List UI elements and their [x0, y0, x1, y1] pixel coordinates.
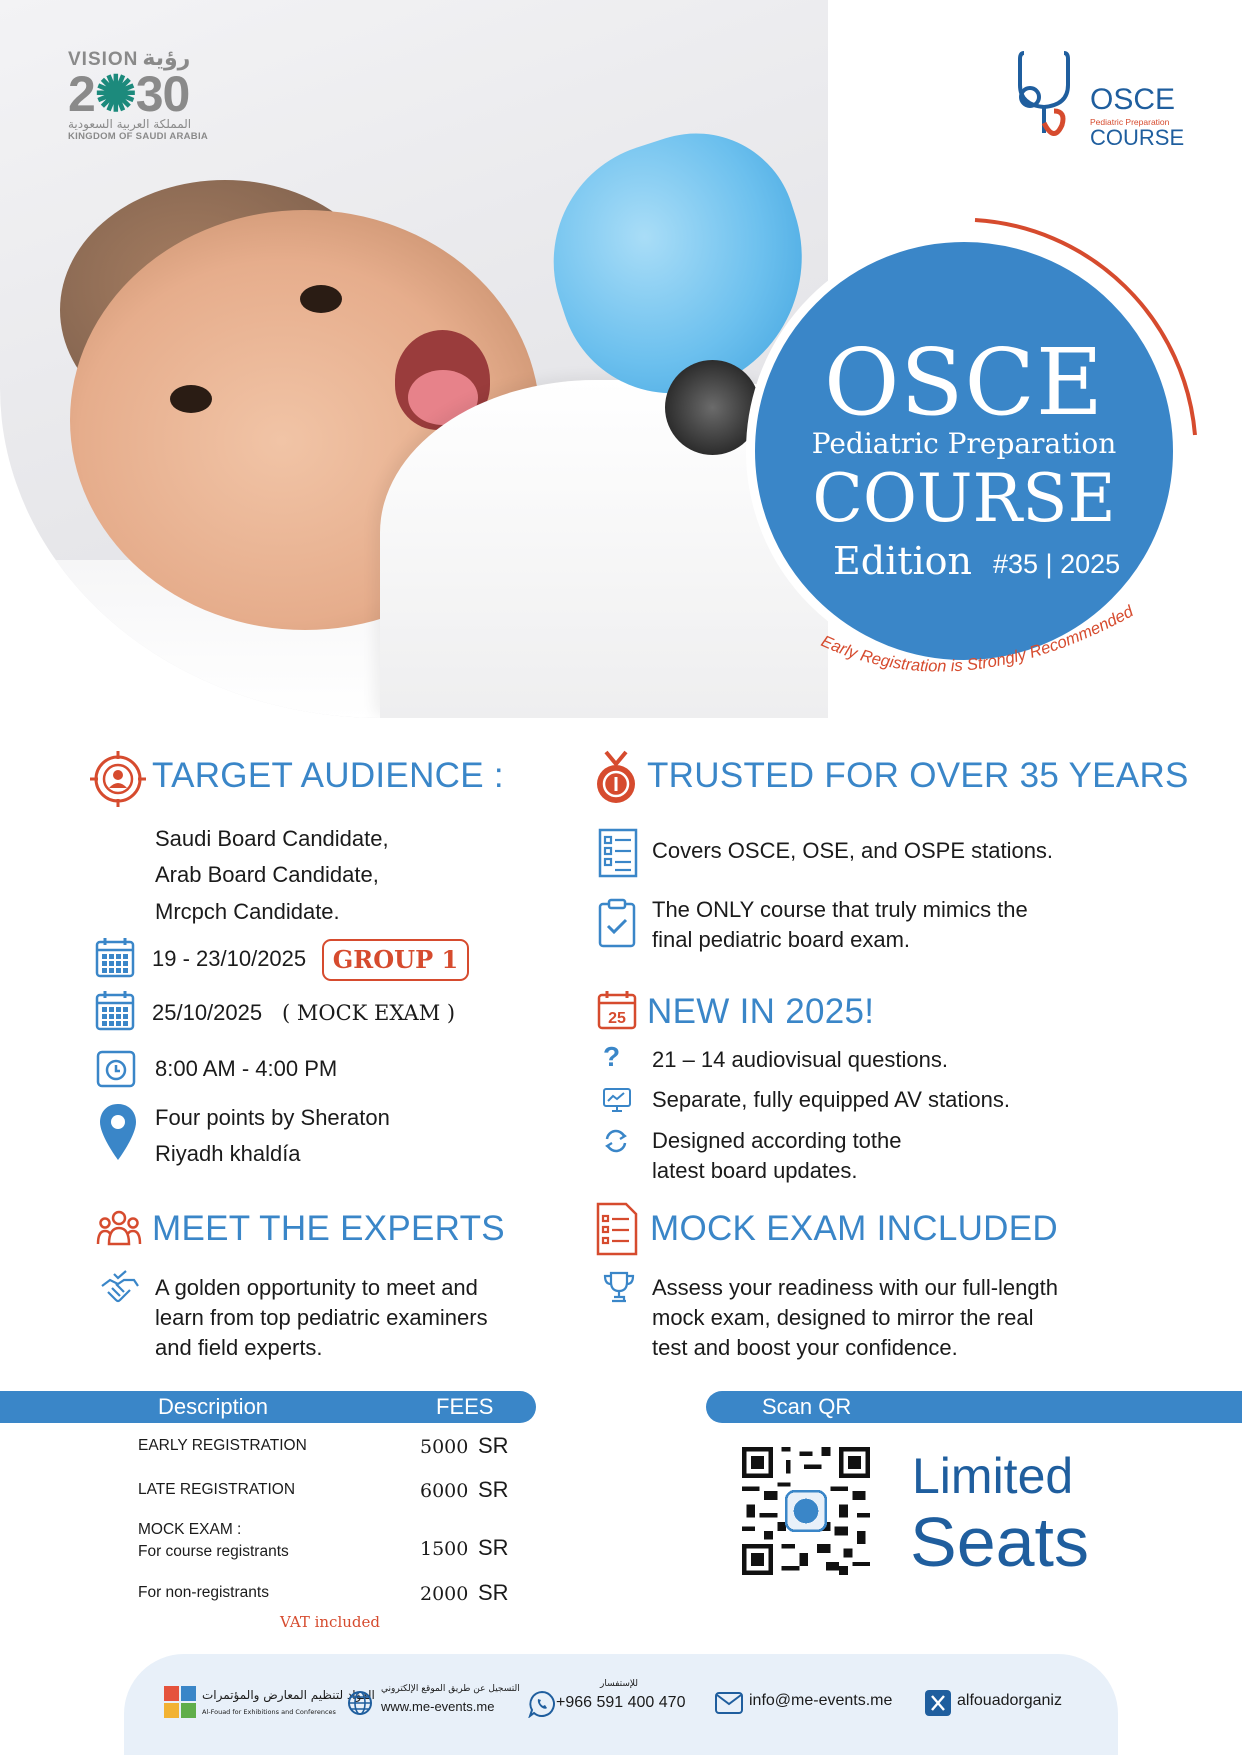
- audience-line: Saudi Board Candidate,: [155, 826, 389, 851]
- experts-text: A golden opportunity to meet and: [155, 1275, 478, 1300]
- target-audience-heading: TARGET AUDIENCE :: [152, 756, 504, 795]
- organizer-name: Al-Fouad for Exhibitions and Conferences: [202, 1708, 336, 1716]
- title-edition-number: #35 | 2025: [993, 549, 1121, 579]
- new-item: Designed according tothe: [652, 1128, 902, 1153]
- fees-col-description: Description: [158, 1394, 269, 1419]
- qr-header: [706, 1391, 1242, 1423]
- vision-label: VISION: [68, 49, 139, 70]
- svg-text:Early Registration is Strongly: [818, 602, 1137, 676]
- limited-text: Limited: [912, 1448, 1074, 1504]
- organizer-name-arabic: الفؤاد لتنظيم المعارض والمؤتمرات: [202, 1688, 375, 1702]
- clipboard-check-icon: [598, 898, 636, 948]
- vision-kingdom: KINGDOM OF SAUDI ARABIA: [68, 131, 209, 142]
- osce-course-logo: [1014, 45, 1194, 155]
- new-item: latest board updates.: [652, 1158, 858, 1183]
- social-handle[interactable]: alfouadorganiz: [957, 1692, 1062, 1709]
- calendar-icon: [95, 989, 135, 1031]
- location-pin-icon: [98, 1102, 138, 1162]
- venue-city: Riyadh khaldía: [155, 1141, 301, 1166]
- vision-year-2: 2: [68, 66, 95, 122]
- stethoscope-logo-icon: [1014, 45, 1094, 155]
- mock-heading: MOCK EXAM INCLUDED: [650, 1209, 1058, 1248]
- mock-exam-date: 25/10/2025: [152, 1000, 263, 1025]
- vision-kingdom-arabic: المملكة العربية السعودية: [68, 117, 192, 131]
- fee-row-currency: SR: [478, 1535, 509, 1560]
- email-icon: [715, 1692, 743, 1714]
- audience-line: Arab Board Candidate,: [155, 862, 379, 887]
- title-course: COURSE: [812, 460, 1116, 537]
- fee-row-currency: SR: [478, 1477, 509, 1502]
- early-registration-banner: [810, 595, 1170, 715]
- experts-text: and field experts.: [155, 1335, 323, 1360]
- footer: [124, 1654, 1118, 1755]
- inquiry-arabic: للإستفسار: [600, 1679, 639, 1689]
- vat-note: VAT included: [280, 1613, 380, 1631]
- vision-year-30: 30: [135, 66, 190, 122]
- logo-osce: OSCE: [1090, 83, 1176, 116]
- trusted-heading: TRUSTED FOR OVER 35 YEARS: [647, 756, 1189, 795]
- trusted-item: final pediatric board exam.: [652, 927, 911, 952]
- fee-row-amount: 6000: [420, 1480, 469, 1502]
- title-edition: Edition: [833, 539, 972, 583]
- fees-col-fees: FEES: [436, 1394, 494, 1419]
- vision-emblem-icon: ✺: [94, 66, 136, 122]
- fee-row-label: EARLY REGISTRATION: [138, 1437, 307, 1454]
- handshake-icon: [100, 1270, 140, 1306]
- venue-name: Four points by Sheraton: [155, 1105, 390, 1130]
- question-icon: ?: [603, 1041, 621, 1072]
- trophy-icon: [602, 1270, 636, 1304]
- title-subtitle: Pediatric Preparation: [811, 427, 1117, 460]
- experts-heading: MEET THE EXPERTS: [152, 1209, 505, 1248]
- title-osce: OSCE: [824, 329, 1104, 436]
- fee-row-sublabel: For course registrants: [138, 1543, 289, 1560]
- trusted-item: Covers OSCE, OSE, and OSPE stations.: [652, 838, 1054, 863]
- fee-row-amount: 1500: [420, 1538, 469, 1560]
- register-arabic: التسجيل عن طريق الموقع الإلكتروني: [381, 1684, 520, 1694]
- mock-text: mock exam, designed to mirror the real: [652, 1305, 1034, 1330]
- checklist-icon: [598, 828, 638, 878]
- fee-row-label: LATE REGISTRATION: [138, 1481, 296, 1498]
- fee-row-currency: SR: [478, 1580, 509, 1605]
- new-item: Separate, fully equipped AV stations.: [652, 1087, 1010, 1112]
- clock-icon: [96, 1050, 136, 1088]
- new-item: 21 – 14 audiovisual questions.: [652, 1047, 948, 1072]
- calendar-day-number: 25: [608, 1010, 626, 1027]
- fee-row-label: For non-registrants: [138, 1584, 269, 1601]
- mock-exam-label: ( MOCK EXAM ): [282, 1001, 456, 1025]
- calendar-icon: [95, 936, 135, 978]
- seats-text: Seats: [910, 1503, 1089, 1581]
- exam-document-icon: [596, 1202, 638, 1256]
- fee-row-amount: 5000: [420, 1436, 469, 1458]
- experts-text: learn from top pediatric examiners: [155, 1305, 488, 1330]
- award-medal-icon: [594, 750, 638, 806]
- vision-arabic: رؤية: [142, 46, 191, 71]
- email-address[interactable]: info@me-events.me: [749, 1692, 893, 1709]
- course-time: 8:00 AM - 4:00 PM: [155, 1056, 338, 1081]
- fees-table-header: [0, 1391, 536, 1423]
- calendar-day-icon: [597, 990, 637, 1030]
- mock-text: Assess your readiness with our full-length: [652, 1275, 1058, 1300]
- monitor-icon: [602, 1087, 632, 1113]
- logo-course: COURSE: [1090, 125, 1185, 150]
- new-2025-heading: NEW IN 2025!: [647, 992, 875, 1031]
- team-icon: [96, 1208, 142, 1248]
- audience-line: Mrcpch Candidate.: [155, 899, 340, 924]
- phone-number[interactable]: +966 591 400 470: [556, 1694, 686, 1711]
- organizer-logo-icon: [164, 1686, 196, 1718]
- refresh-icon: [602, 1127, 630, 1155]
- qr-code[interactable]: [742, 1447, 870, 1575]
- group-badge: GROUP 1: [322, 939, 469, 981]
- globe-icon: [347, 1690, 373, 1716]
- qr-heading: Scan QR: [762, 1394, 852, 1419]
- mock-text: test and boost your confidence.: [652, 1335, 958, 1360]
- fee-row-amount: 2000: [420, 1583, 469, 1605]
- fee-row-label: MOCK EXAM :: [138, 1521, 242, 1538]
- trusted-item: The ONLY course that truly mimics the: [652, 897, 1028, 922]
- fee-row-currency: SR: [478, 1433, 509, 1458]
- target-audience-icon: [90, 751, 146, 807]
- whatsapp-icon: [528, 1690, 556, 1718]
- baby-eye: [300, 285, 342, 313]
- baby-eye: [170, 385, 212, 413]
- logo-subtitle: Pediatric Preparation: [1090, 117, 1170, 127]
- course-dates: 19 - 23/10/2025: [152, 946, 307, 971]
- website-link[interactable]: www.me-events.me: [381, 1699, 495, 1714]
- x-social-icon: [925, 1690, 951, 1716]
- early-registration-text: Early Registration is Strongly Recommended: [818, 602, 1137, 676]
- vision-2030-logo: [68, 46, 228, 142]
